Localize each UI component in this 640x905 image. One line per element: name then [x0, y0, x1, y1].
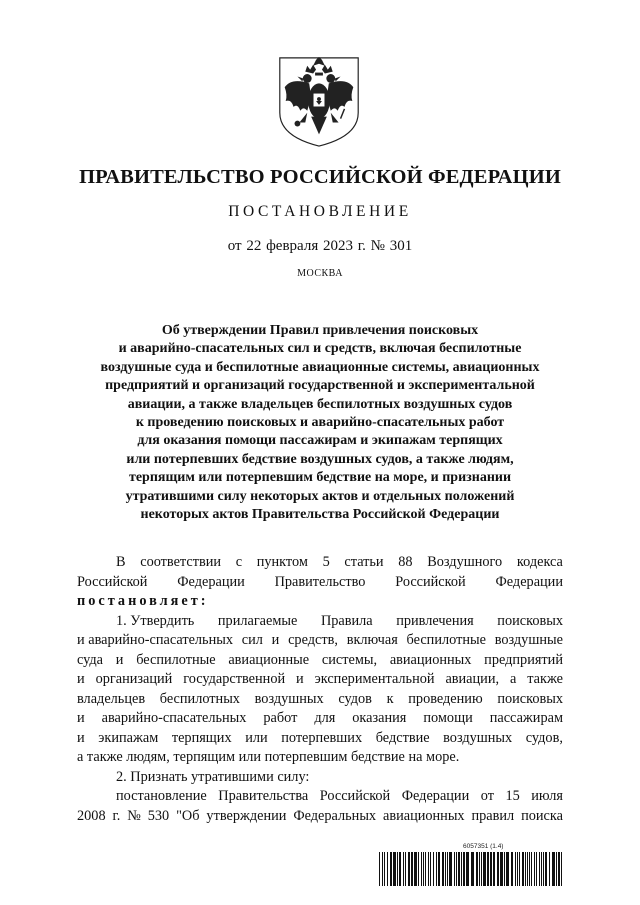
barcode-icon: [379, 852, 565, 886]
body-word: государственной: [183, 671, 286, 687]
body-word: поиска: [521, 807, 563, 824]
body-word: пассажирам: [489, 710, 563, 726]
body-word: воздушных: [443, 729, 513, 746]
body-word: средств,: [288, 632, 338, 648]
body-word: работ: [263, 710, 298, 726]
body-word: авиационных: [389, 651, 472, 668]
body-word: воздушных: [254, 690, 324, 707]
body-word: от: [480, 788, 494, 804]
title-line: для оказания помощи пассажирам и экипажам терпящих: [137, 433, 503, 449]
body-line: [77, 612, 563, 632]
body-word: 5: [322, 554, 330, 570]
body-line: [77, 709, 563, 729]
body-word: предприятий: [484, 651, 563, 668]
body-line: [77, 670, 563, 690]
body-word: судов,: [525, 729, 563, 746]
body-word: к: [386, 690, 394, 707]
body-word: потерпевших: [281, 729, 363, 746]
body-line: а также людям, терпящим или потерпевшим бедствие на море.: [77, 749, 460, 765]
document-body: [77, 553, 563, 826]
document-type: ПОСТАНОВЛЕНИЕ: [228, 203, 412, 220]
body-line: 2. Признать утратившими силу:: [116, 768, 310, 785]
body-word: проведению: [408, 690, 483, 707]
body-word: системы,: [321, 651, 378, 668]
body-word: и: [77, 710, 85, 726]
resolves-word: постановляет:: [77, 593, 209, 609]
body-word: авиационных: [382, 807, 465, 824]
body-word: помощи: [423, 710, 473, 726]
body-word: поисковых: [497, 612, 563, 629]
title-line: предприятий и организаций государственной и экспериментальной: [105, 378, 535, 394]
body-word: кодекса: [516, 554, 563, 570]
body-word: пунктом: [256, 554, 308, 570]
body-word: оказания: [352, 710, 407, 726]
body-line: [77, 729, 563, 749]
body-word: правил: [471, 807, 515, 824]
body-word: 15: [505, 788, 520, 804]
russian-coat-of-arms-icon: [270, 52, 368, 150]
body-word: беспилотные: [136, 651, 216, 668]
body-word: Российской: [319, 788, 391, 804]
body-word: а: [509, 671, 517, 687]
body-word: экипажам: [98, 729, 159, 746]
body-word: постановление: [116, 788, 207, 804]
body-word: и: [271, 632, 280, 648]
body-word: бедствие: [375, 729, 430, 746]
title-line: Об утверждении Правил привлечения поисковых: [161, 323, 479, 338]
body-word: и: [77, 729, 85, 746]
body-word: Правительства: [218, 788, 309, 804]
title-line: или потерпевших бедствие воздушных судов, а также людям,: [126, 451, 514, 467]
body-word: Российской: [395, 573, 466, 590]
body-word: судов: [338, 690, 372, 707]
body-word: "Об: [176, 807, 200, 824]
body-word: Воздушного: [427, 554, 503, 570]
body-word: или: [245, 729, 268, 746]
body-word: Правительство: [274, 573, 366, 590]
body-word: Российской: [77, 573, 148, 590]
title-line: воздушные суда и беспилотные авиационные системы, авиационных: [100, 359, 540, 375]
body-word: привлечения: [396, 612, 474, 629]
body-word: 2008: [77, 807, 106, 824]
government-title: ПРАВИТЕЛЬСТВО РОССИЙСКОЙ ФЕДЕРАЦИИ: [79, 166, 561, 188]
body-line: [77, 631, 563, 651]
body-word: №: [127, 807, 141, 824]
barcode-block: [379, 843, 565, 895]
body-word: владельцев: [77, 690, 146, 707]
body-word: Правила: [320, 612, 373, 629]
body-word: 1. Утвердить: [116, 612, 195, 629]
body-word: и: [77, 671, 85, 687]
body-line: [77, 573, 563, 593]
body-word: 88: [398, 554, 413, 570]
body-word: В: [116, 554, 126, 570]
body-word: включая: [346, 632, 398, 648]
body-word: беспилотные: [406, 632, 486, 648]
body-word: воздушные: [494, 632, 563, 648]
body-word: Федеральных: [293, 807, 377, 824]
document-date-number: от 22 февраля 2023 г. № 301: [227, 238, 413, 254]
body-word: и: [296, 671, 304, 687]
body-word: статьи: [344, 554, 384, 570]
body-word: организаций: [95, 671, 173, 687]
body-word: Федерации: [401, 788, 470, 804]
body-word: авиации,: [445, 671, 500, 687]
body-word: утверждении: [206, 807, 287, 824]
body-word: авиационные: [228, 651, 310, 668]
title-line: авиации, а также владельцев беспилотных воздушных судов: [127, 396, 513, 412]
barcode-caption: 6057351 (1.4): [463, 843, 504, 850]
body-word: прилагаемые: [217, 612, 298, 629]
body-word: суда: [77, 651, 104, 668]
body-word: сил: [241, 632, 263, 648]
title-line: и аварийно-спасательных сил и средств, включая беспилотные: [118, 341, 522, 357]
body-word: Федерации: [495, 573, 563, 590]
body-line: [77, 807, 563, 827]
body-word: с: [235, 554, 243, 570]
title-line: к проведению поисковых и аварийно-спасательных работ: [135, 415, 505, 431]
body-line: [77, 553, 563, 573]
body-word: 530: [147, 807, 170, 824]
body-word: Федерации: [177, 573, 245, 590]
body-word: экспериментальной: [314, 671, 435, 687]
document-city: МОСКВА: [297, 268, 343, 279]
body-word: терпящих: [171, 729, 232, 746]
body-word: соответствии: [140, 554, 222, 570]
title-line: терпящим или потерпевшим бедствие на море, и признании: [128, 470, 512, 486]
body-line: [77, 592, 563, 612]
body-word: беспилотных: [159, 690, 240, 707]
body-word: и: [115, 651, 124, 668]
body-word: и аварийно-спасательных: [77, 632, 233, 648]
body-word: аварийно-спасательных: [101, 710, 247, 726]
title-line: некоторых актов Правительства Российской Федерации: [140, 507, 500, 523]
body-word: для: [314, 710, 336, 726]
body-word: июля: [531, 788, 563, 804]
body-line: [77, 787, 563, 807]
title-line: утратившими силу некоторых актов и отдельных положений: [125, 488, 515, 504]
body-word: также: [527, 671, 563, 687]
body-line: [77, 651, 563, 671]
body-word: г.: [112, 807, 121, 824]
body-line: [77, 690, 563, 710]
document-title: [70, 322, 570, 524]
body-word: поисковых: [497, 690, 563, 707]
